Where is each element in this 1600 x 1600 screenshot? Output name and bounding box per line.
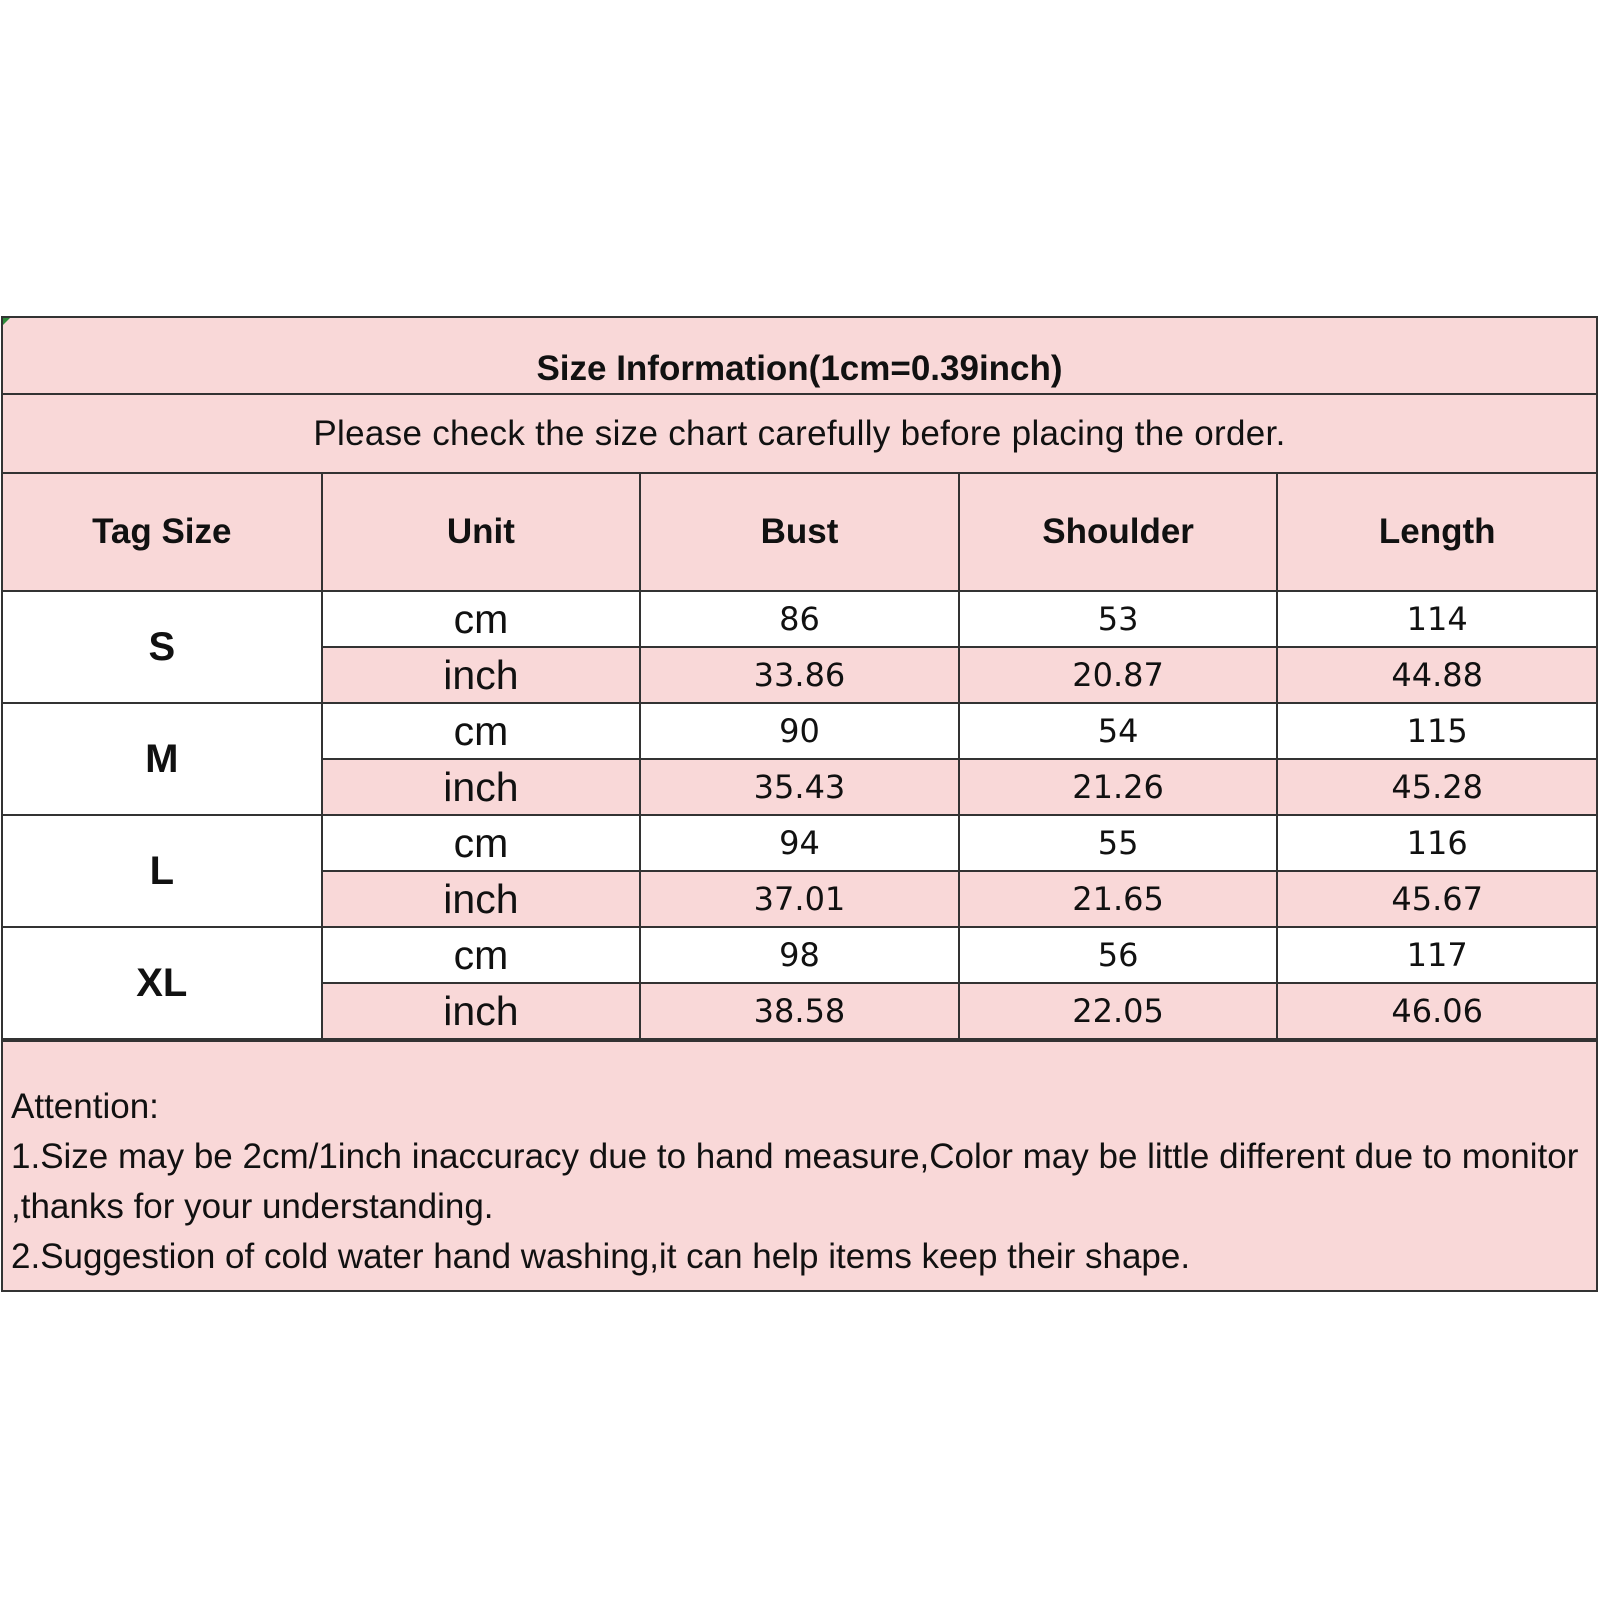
bust-cell: 38.58 <box>640 983 959 1039</box>
chart-title: Size Information(1cm=0.39inch) <box>3 318 1596 395</box>
size-chart <box>1 316 1598 1292</box>
header-length: Length <box>1277 474 1596 591</box>
size-table <box>3 474 1596 1040</box>
unit-cell: cm <box>322 927 641 983</box>
length-cell: 46.06 <box>1277 983 1596 1039</box>
tag-size-cell: S <box>3 591 322 703</box>
tag-size-cell: L <box>3 815 322 927</box>
corner-marker <box>3 318 10 325</box>
length-cell: 114 <box>1277 591 1596 647</box>
length-cell: 117 <box>1277 927 1596 983</box>
shoulder-cell: 21.26 <box>959 759 1278 815</box>
header-tag-size: Tag Size <box>3 474 322 591</box>
length-cell: 45.67 <box>1277 871 1596 927</box>
header-row <box>3 474 1596 591</box>
shoulder-cell: 53 <box>959 591 1278 647</box>
length-cell: 115 <box>1277 703 1596 759</box>
unit-cell: cm <box>322 591 641 647</box>
shoulder-cell: 21.65 <box>959 871 1278 927</box>
header-shoulder: Shoulder <box>959 474 1278 591</box>
bust-cell: 94 <box>640 815 959 871</box>
unit-cell: inch <box>322 759 641 815</box>
unit-cell: cm <box>322 815 641 871</box>
tag-size-cell: M <box>3 703 322 815</box>
attention-heading: Attention: <box>11 1087 159 1126</box>
header-unit: Unit <box>322 474 641 591</box>
header-bust: Bust <box>640 474 959 591</box>
bust-cell: 86 <box>640 591 959 647</box>
bust-cell: 90 <box>640 703 959 759</box>
unit-cell: cm <box>322 703 641 759</box>
shoulder-cell: 55 <box>959 815 1278 871</box>
bust-cell: 98 <box>640 927 959 983</box>
shoulder-cell: 20.87 <box>959 647 1278 703</box>
unit-cell: inch <box>322 647 641 703</box>
attention-notes <box>3 1040 1596 1290</box>
table-row <box>3 703 1596 759</box>
shoulder-cell: 56 <box>959 927 1278 983</box>
length-cell: 45.28 <box>1277 759 1596 815</box>
unit-cell: inch <box>322 983 641 1039</box>
table-row <box>3 927 1596 983</box>
table-row <box>3 591 1596 647</box>
attention-note-2: 2.Suggestion of cold water hand washing,it can help items keep their shape. <box>11 1237 1191 1276</box>
length-cell: 44.88 <box>1277 647 1596 703</box>
attention-note-1: 1.Size may be 2cm/1inch inaccuracy due to hand measure,Color may be little different due to monitor ,thanks for your understanding. <box>11 1137 1579 1226</box>
order-notice: Please check the size chart carefully before placing the order. <box>3 395 1596 474</box>
bust-cell: 37.01 <box>640 871 959 927</box>
bust-cell: 35.43 <box>640 759 959 815</box>
tag-size-cell: XL <box>3 927 322 1039</box>
unit-cell: inch <box>322 871 641 927</box>
bust-cell: 33.86 <box>640 647 959 703</box>
length-cell: 116 <box>1277 815 1596 871</box>
shoulder-cell: 54 <box>959 703 1278 759</box>
shoulder-cell: 22.05 <box>959 983 1278 1039</box>
table-row <box>3 815 1596 871</box>
